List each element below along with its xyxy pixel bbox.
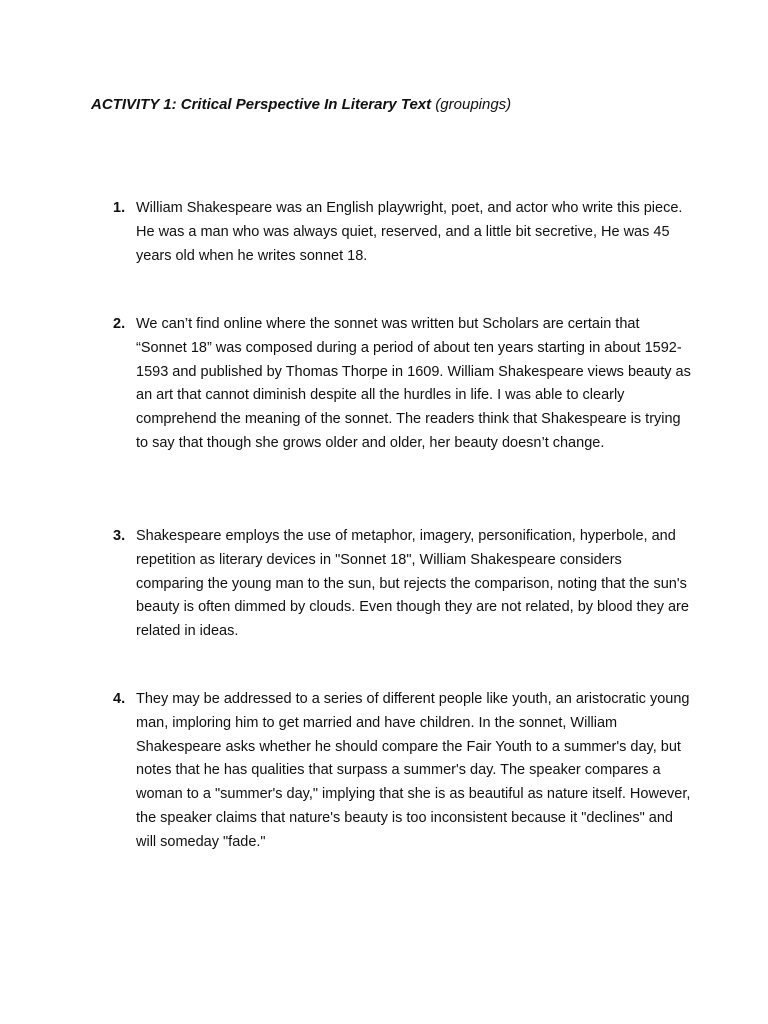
answer-item xyxy=(113,197,693,268)
answer-number: 3. xyxy=(113,528,126,544)
answer-text: We can’t find online where the sonnet was written but Scholars are certain that “Sonnet 18” was composed during a period of about ten years starting in about 1592-1593 and published by Thomas Thorpe in 1609. William Shakespeare views beauty as an art that cannot diminish despite all the hurdles in life. I was able to clearly comprehend the meaning of the sonnet. The readers think that Shakespeare is trying to say that though she grows older and older, her beauty doesn’t change. xyxy=(136,316,691,451)
activity-heading xyxy=(91,95,511,115)
answer-item xyxy=(113,313,693,456)
answer-number: 4. xyxy=(113,691,126,707)
answer-item xyxy=(113,688,693,855)
answer-text: William Shakespeare was an English playwright, poet, and actor who write this piece. He was a man who was always quiet, reserved, and a little bit secretive, He was 45 years old when he writes sonnet 18. xyxy=(136,200,683,264)
activity-title: ACTIVITY 1: Critical Perspective In Literary Text xyxy=(91,96,432,113)
answer-number: 2. xyxy=(113,316,126,332)
answer-item xyxy=(113,525,693,644)
answer-text: Shakespeare employs the use of metaphor, imagery, personification, hyperbole, and repetition as literary devices in "Sonnet 18", William Shakespeare considers comparing the young man to the sun, but rejects the comparison, noting that the sun's beauty is often dimmed by clouds. Even though they are not related, by blood they are related in ideas. xyxy=(136,528,689,640)
answer-text: They may be addressed to a series of different people like youth, an aristocratic young man, imploring him to get married and have children. In the sonnet, William Shakespeare asks whether he should compare the Fair Youth to a summer's day, but notes that he has qualities that surpass a summer's day. The speaker compares a woman to a "summer's day," implying that she is as beautiful as nature itself. However, the speaker claims that nature's beauty is too inconsistent because it "declines" and will someday "fade." xyxy=(136,691,691,850)
answer-number: 1. xyxy=(113,200,126,216)
activity-subtitle: (groupings) xyxy=(435,96,512,113)
